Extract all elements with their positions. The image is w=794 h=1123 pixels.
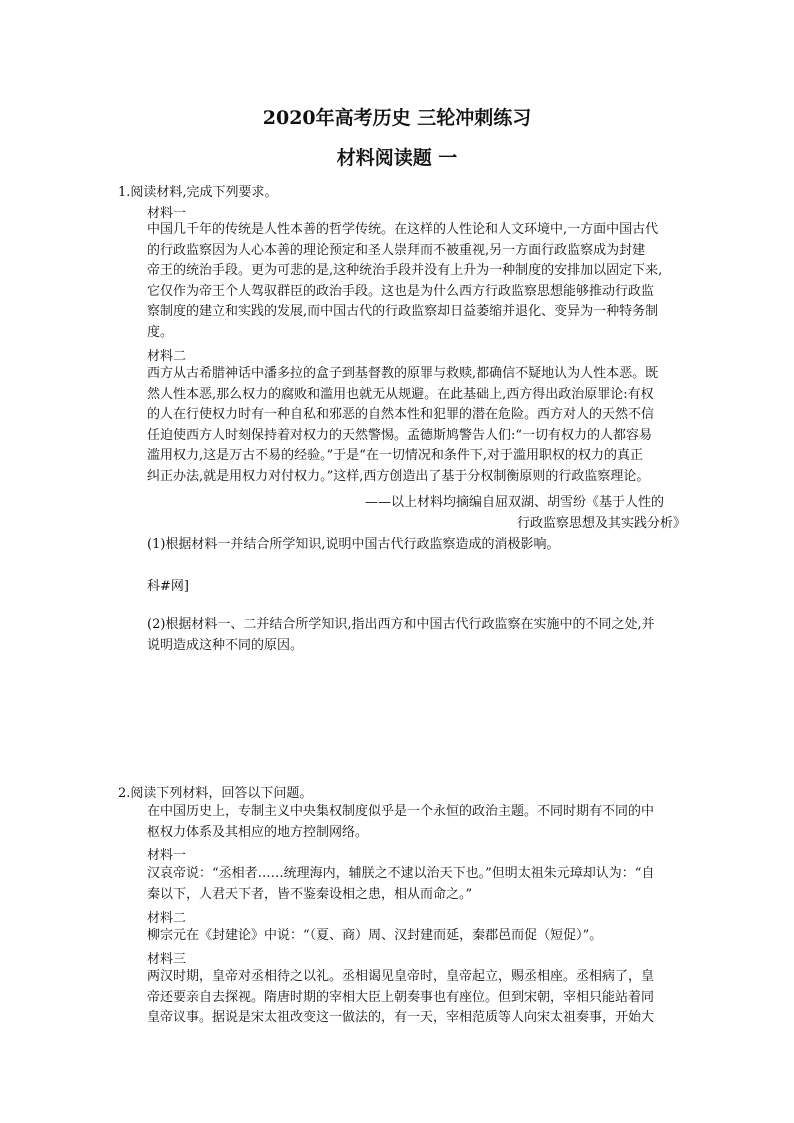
q1-subquestion-2 [147,615,702,656]
text-line: 两汉时期，皇帝对丞相待之以礼。丞相谒见皇帝时，皇帝起立，赐丞相座。丞相病了，皇 [147,969,655,984]
q2-material-3-label: 材料三 [147,952,187,967]
q1-material-1-label: 材料一 [147,206,187,221]
text-line: 纠正办法,就是用权力对付权力。”这样,西方创造出了基于分权制衡原则的行政监察理论。 [147,468,650,484]
q1-subquestion-1: (1)根据材料一并结合所学知识,说明中国古代行政监察造成的消极影响。 [147,537,560,552]
question-2-stem: 2.阅读下列材料，回答以下问题。 [118,786,313,801]
q1-material-2-text [147,364,699,487]
text-line: 帝王的统治手段。更为可悲的是,这种统治手段并没有上升为一种制度的安排加以固定下来, [147,263,663,278]
question-1-stem: 1.阅读材料,完成下列要求。 [118,185,278,200]
q1-material-1-text [147,220,699,343]
q2-intro [147,802,699,843]
q2-material-1-text [147,864,699,905]
text-line: 说明造成这种不同的原因。 [147,637,304,653]
source-citation-line-1: ——以上材料均摘编自屈双湖、胡雪纷《基于人性的 [365,495,665,510]
source-citation-line-2: 行政监察思想及其实践分析》 [517,516,687,531]
q2-material-2-label: 材料二 [147,911,187,926]
text-line: 滥用权力,这是万古不易的经验。”于是“在一切情况和条件下,对于滥用职权的权力的真正 [147,448,644,463]
text-line: 的人在行使权力时有一种自私和邪恶的自然本性和犯罪的潜在危险。西方对人的天然不信 [147,407,655,422]
text-line: 然人性本恶,那么权力的腐败和滥用也就无从规避。在此基础上,西方得出政治原罪论:有权 [147,386,654,402]
text-line: 度。 [147,324,174,340]
text-line: 察制度的建立和实践的发展,而中国古代的行政监察却日益萎缩并退化、变异为一种特务制 [147,304,659,319]
text-line: 柳宗元在《封建论》中说：“（夏、商）周、汉封建而延，秦郡邑而促（短促）”。 [147,928,603,943]
text-line: 任迫使西方人时刻保持着对权力的天然警惕。孟德斯鸠警告人们:“一切有权力的人都容易 [147,427,653,443]
text-line: 中国几千年的传统是人性本善的哲学传统。在这样的人性论和人文环境中,一方面中国古代 [147,222,659,237]
text-line: 汉哀帝说：“丞相者……统理海内，辅朕之不逮以治天下也。”但明太祖朱元璋却认为：“自 [147,866,655,881]
text-line: 帝还要亲自去探视。隋唐时期的宰相大臣上朝奏事也有座位。但到宋朝，宰相只能站着同 [147,989,655,1005]
text-line: 在中国历史上，专制主义中央集权制度似乎是一个永恒的政治主题。不同时期有不同的中 [147,804,655,819]
page-title: 2020年高考历史 三轮冲刺练习 [262,107,532,129]
text-line: 秦以下，人君天下者，皆不鉴秦设相之患，相从而命之。” [147,886,473,902]
text-line: 皇帝议事。据说是宋太祖改变这一做法的，有一天，宰相范质等人向宋太祖奏事，开始大 [147,1010,655,1025]
text-line: 的行政监察因为人心本善的理论预定和圣人崇拜而不被重视,另一方面行政监察成为封建 [147,242,646,258]
text-line: 西方从古希腊神话中潘多拉的盒子到基督教的原罪与救赎,都确信不疑地认为人性本恶。既 [147,366,659,381]
watermark-text: 科#网] [147,579,189,594]
page-subtitle: 材料阅读题 一 [336,147,458,169]
q2-material-3-text [147,967,699,1029]
q1-material-2-label: 材料二 [147,349,187,364]
q2-material-1-label: 材料一 [147,848,187,863]
text-line: 枢权力体系及其相应的地方控制网络。 [147,824,369,840]
text-line: 它仅作为帝王个人驾驭群臣的政治手段。这也是为什么西方行政监察思想能够推动行政监 [147,283,655,299]
q2-material-2-text [147,926,699,947]
text-line: (2)根据材料一、二并结合所学知识,指出西方和中国古代行政监察在实施中的不同之处,并 [147,617,655,632]
